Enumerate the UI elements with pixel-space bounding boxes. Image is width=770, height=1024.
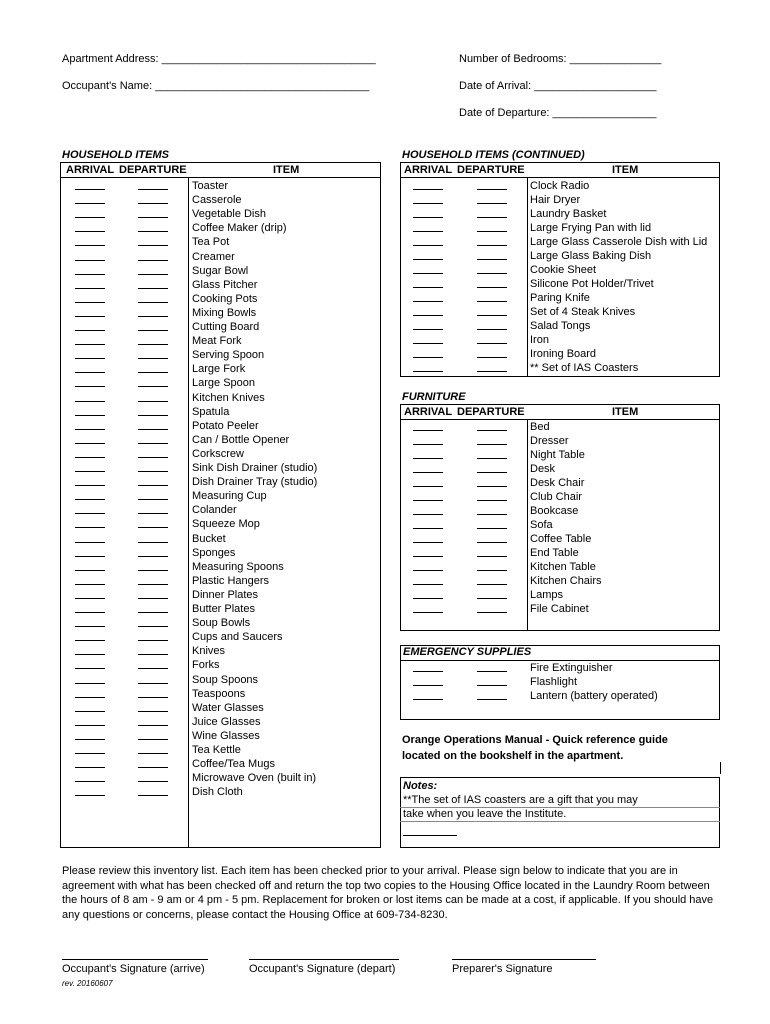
notes-rule xyxy=(403,835,457,836)
item-label: Glass Pitcher xyxy=(192,278,258,291)
arrival-checkbox[interactable] xyxy=(413,444,443,445)
item-label: Flashlight xyxy=(530,676,578,688)
item-label: File Cabinet xyxy=(530,603,589,615)
item-label: Set of 4 Steak Knives xyxy=(530,306,636,318)
departure-checkbox[interactable] xyxy=(138,739,168,740)
item-label: Squeeze Mop xyxy=(192,518,260,531)
arrival-date-field[interactable]: Date of Arrival: ____________________ xyxy=(459,80,657,92)
item-label: Desk xyxy=(530,463,556,475)
list-item xyxy=(0,222,770,235)
item-label: Creamer xyxy=(192,250,235,263)
instructions-paragraph: Please review this inventory list. Each item has been checked prior to your arrival. Please sign below to indicate that you are in agreement with what has been checked off and return the top two copies to the Housing Office located in the Laundry Room between the hours of 8 am - 9 am or 4 pm - 5 pm. Replacement for broken or lost items can be made at a cost, if applicable. If you should have any questions or concerns, please contact the Housing Office at 609-734-8230. xyxy=(62,865,714,921)
arrival-checkbox[interactable] xyxy=(413,458,443,459)
arrival-checkbox[interactable] xyxy=(75,739,105,740)
arrival-checkbox[interactable] xyxy=(75,401,105,402)
item-label: Bookcase xyxy=(530,505,579,517)
list-item xyxy=(0,236,770,249)
arrival-checkbox[interactable] xyxy=(413,598,443,599)
departure-checkbox[interactable] xyxy=(477,528,507,529)
arrival-checkbox[interactable] xyxy=(75,781,105,782)
household-column-header xyxy=(60,162,381,178)
departure-checkbox[interactable] xyxy=(138,401,168,402)
departure-checkbox[interactable] xyxy=(477,486,507,487)
arrival-checkbox[interactable] xyxy=(413,245,443,246)
item-label: Corkscrew xyxy=(192,447,244,460)
departure-checkbox[interactable] xyxy=(138,767,168,768)
arrival-checkbox[interactable] xyxy=(413,315,443,316)
item-label: Hair Dryer xyxy=(530,194,581,206)
item-label: Dish Cloth xyxy=(192,786,243,799)
signature-line-preparer[interactable] xyxy=(452,959,596,960)
item-label: Dresser xyxy=(530,435,569,447)
departure-checkbox[interactable] xyxy=(138,781,168,782)
arrival-checkbox[interactable] xyxy=(413,357,443,358)
item-label: Large Glass Baking Dish xyxy=(530,250,652,262)
list-item xyxy=(0,687,770,703)
signature-label-arrive: Occupant's Signature (arrive) xyxy=(62,963,205,975)
arrival-checkbox[interactable] xyxy=(75,415,105,416)
occupant-name-field[interactable]: Occupant's Name: ___________________________________ xyxy=(62,80,370,92)
signature-label-preparer: Preparer's Signature xyxy=(452,963,553,975)
item-label: Large Frying Pan with lid xyxy=(530,222,652,234)
departure-checkbox[interactable] xyxy=(138,753,168,754)
arrival-checkbox[interactable] xyxy=(413,231,443,232)
arrival-checkbox[interactable] xyxy=(413,343,443,344)
item-label: Clock Radio xyxy=(530,180,590,192)
arrival-checkbox[interactable] xyxy=(413,430,443,431)
departure-checkbox[interactable] xyxy=(477,514,507,515)
list-item xyxy=(0,320,770,333)
notes-line2: take when you leave the Institute. xyxy=(403,808,567,820)
departure-checkbox[interactable] xyxy=(477,343,507,344)
arrival-checkbox[interactable] xyxy=(75,654,105,655)
col-item: ITEM xyxy=(612,164,639,176)
item-label: Kitchen Table xyxy=(530,561,596,573)
arrival-checkbox[interactable] xyxy=(413,301,443,302)
household-continued-title: HOUSEHOLD ITEMS (CONTINUED) xyxy=(402,149,585,161)
item-label: Laundry Basket xyxy=(530,208,607,220)
item-label: Large Glass Casserole Dish with Lid xyxy=(530,236,708,248)
item-label: Club Chair xyxy=(530,491,582,503)
list-item xyxy=(0,278,770,291)
item-label: Tea Kettle xyxy=(192,744,241,756)
item-label: Large Spoon xyxy=(192,377,255,390)
signature-label-depart: Occupant's Signature (depart) xyxy=(249,963,396,975)
arrival-checkbox[interactable] xyxy=(75,795,105,796)
list-item xyxy=(0,362,770,375)
arrival-checkbox[interactable] xyxy=(413,329,443,330)
list-item xyxy=(0,519,770,532)
item-label: Wine Glasses xyxy=(192,729,260,742)
departure-checkbox[interactable] xyxy=(477,685,507,686)
manual-note-line2: located on the bookshelf in the apartment. xyxy=(402,750,624,762)
arrival-checkbox[interactable] xyxy=(413,584,443,585)
apartment-address-field[interactable]: Apartment Address: ___________________________________ xyxy=(62,53,376,65)
item-label: Sofa xyxy=(530,519,553,531)
arrival-checkbox[interactable] xyxy=(413,570,443,571)
departure-checkbox[interactable] xyxy=(477,556,507,557)
departure-checkbox[interactable] xyxy=(477,273,507,274)
item-label: Casserole xyxy=(192,194,242,207)
emergency-title-rule xyxy=(400,660,720,661)
arrival-checkbox[interactable] xyxy=(413,685,443,686)
arrival-checkbox[interactable] xyxy=(75,753,105,754)
item-label: Forks xyxy=(192,659,220,672)
furniture-column-header xyxy=(400,404,720,420)
departure-checkbox[interactable] xyxy=(477,245,507,246)
item-label: Colander xyxy=(192,504,237,517)
arrival-checkbox[interactable] xyxy=(75,640,105,641)
item-label: Cookie Sheet xyxy=(530,264,597,276)
arrival-checkbox[interactable] xyxy=(413,500,443,501)
arrival-checkbox[interactable] xyxy=(413,699,443,700)
departure-checkbox[interactable] xyxy=(477,329,507,330)
departure-checkbox[interactable] xyxy=(477,301,507,302)
household-continued-column-header xyxy=(400,162,720,178)
arrival-checkbox[interactable] xyxy=(75,767,105,768)
list-item xyxy=(0,208,770,221)
item-label: Meat Fork xyxy=(192,335,242,348)
item-label: Paring Knife xyxy=(530,292,590,304)
signature-line-arrive[interactable] xyxy=(62,959,208,960)
arrival-checkbox[interactable] xyxy=(413,671,443,672)
col-item: ITEM xyxy=(273,164,300,176)
item-label: Cutting Board xyxy=(192,321,260,333)
item-label: Large Fork xyxy=(192,363,246,376)
list-item xyxy=(0,505,770,518)
departure-checkbox[interactable] xyxy=(477,699,507,700)
item-label: Dinner Plates xyxy=(192,588,259,601)
arrival-checkbox[interactable] xyxy=(413,259,443,260)
item-label: Knives xyxy=(192,645,226,658)
arrival-checkbox[interactable] xyxy=(75,711,105,712)
furniture-title: FURNITURE xyxy=(402,391,466,403)
departure-checkbox[interactable] xyxy=(477,458,507,459)
departure-checkbox[interactable] xyxy=(138,386,168,387)
emergency-title: EMERGENCY SUPPLIES xyxy=(403,646,532,658)
col-arrival: ARRIVAL xyxy=(66,164,115,176)
household-title: HOUSEHOLD ITEMS xyxy=(62,149,169,161)
signature-line-depart[interactable] xyxy=(249,959,399,960)
item-label: Sponges xyxy=(192,546,236,559)
item-label: Cups and Saucers xyxy=(192,631,283,644)
manual-note-edge xyxy=(720,762,721,774)
departure-checkbox[interactable] xyxy=(477,217,507,218)
departure-checkbox[interactable] xyxy=(477,430,507,431)
departure-checkbox[interactable] xyxy=(477,371,507,372)
item-label: Dish Drainer Tray (studio) xyxy=(192,476,318,489)
item-label: Can / Bottle Opener xyxy=(192,433,290,446)
item-label: Desk Chair xyxy=(530,477,585,489)
item-label: Teaspoons xyxy=(192,687,246,700)
list-item xyxy=(0,250,770,263)
list-item xyxy=(0,334,770,347)
item-label: Coffee Table xyxy=(530,533,592,545)
item-label: Sugar Bowl xyxy=(192,264,249,277)
departure-checkbox[interactable] xyxy=(477,315,507,316)
departure-checkbox[interactable] xyxy=(477,259,507,260)
list-item xyxy=(0,673,770,689)
list-item xyxy=(0,533,770,546)
arrival-checkbox[interactable] xyxy=(413,203,443,204)
list-item xyxy=(0,421,770,434)
departure-date-field[interactable]: Date of Departure: _________________ xyxy=(459,107,657,119)
departure-checkbox[interactable] xyxy=(477,570,507,571)
item-label: Lantern (battery operated) xyxy=(530,690,658,702)
departure-checkbox[interactable] xyxy=(138,711,168,712)
col-departure: DEPARTURE xyxy=(457,164,525,176)
item-label: Water Glasses xyxy=(192,701,264,714)
item-label: Potato Peeler xyxy=(192,419,259,432)
item-label: Kitchen Knives xyxy=(192,391,265,404)
list-item xyxy=(0,603,770,616)
item-label: Spatula xyxy=(192,405,230,418)
item-label: ** Set of IAS Coasters xyxy=(530,362,639,374)
item-label: Mixing Bowls xyxy=(192,306,257,319)
item-label: Soup Bowls xyxy=(192,617,251,630)
item-label: Plastic Hangers xyxy=(192,574,270,587)
list-item xyxy=(0,348,770,361)
arrival-checkbox[interactable] xyxy=(75,725,105,726)
departure-checkbox[interactable] xyxy=(138,626,168,627)
arrival-checkbox[interactable] xyxy=(413,217,443,218)
departure-checkbox[interactable] xyxy=(477,500,507,501)
col-arrival: ARRIVAL xyxy=(404,406,453,418)
departure-checkbox[interactable] xyxy=(477,287,507,288)
list-item xyxy=(0,264,770,277)
list-item xyxy=(0,631,770,644)
item-label: Bucket xyxy=(192,532,226,545)
col-departure: DEPARTURE xyxy=(119,164,187,176)
list-item xyxy=(0,575,770,588)
arrival-checkbox[interactable] xyxy=(413,472,443,473)
departure-checkbox[interactable] xyxy=(138,415,168,416)
arrival-checkbox[interactable] xyxy=(413,287,443,288)
item-label: Night Table xyxy=(530,449,585,461)
list-item xyxy=(0,194,770,207)
list-item xyxy=(0,463,770,476)
item-label: Butter Plates xyxy=(192,603,255,615)
list-item xyxy=(0,477,770,490)
notes-rule xyxy=(400,821,720,822)
departure-checkbox[interactable] xyxy=(138,795,168,796)
arrival-checkbox[interactable] xyxy=(413,486,443,487)
item-label: Tea Pot xyxy=(192,236,230,249)
item-label: Juice Glasses xyxy=(192,715,261,728)
item-label: Lamps xyxy=(530,589,564,601)
departure-checkbox[interactable] xyxy=(477,671,507,672)
arrival-checkbox[interactable] xyxy=(413,528,443,529)
item-label: Coffee Maker (drip) xyxy=(192,222,287,235)
list-item xyxy=(0,491,770,504)
item-label: Iron xyxy=(530,334,549,346)
arrival-checkbox[interactable] xyxy=(75,386,105,387)
item-label: Serving Spoon xyxy=(192,349,265,362)
list-item xyxy=(0,392,770,405)
list-item xyxy=(0,306,770,319)
item-label: Measuring Spoons xyxy=(192,560,284,573)
item-label: Soup Spoons xyxy=(192,673,259,686)
departure-checkbox[interactable] xyxy=(138,654,168,655)
departure-checkbox[interactable] xyxy=(477,189,507,190)
departure-checkbox[interactable] xyxy=(138,725,168,726)
item-label: Microwave Oven (built in) xyxy=(192,772,317,785)
item-label: Fire Extinguisher xyxy=(530,662,613,674)
departure-checkbox[interactable] xyxy=(477,444,507,445)
item-label: Coffee/Tea Mugs xyxy=(192,758,275,771)
item-label: Vegetable Dish xyxy=(192,208,266,221)
list-item xyxy=(0,547,770,560)
departure-checkbox[interactable] xyxy=(477,612,507,613)
arrival-checkbox[interactable] xyxy=(413,273,443,274)
list-item xyxy=(0,589,770,602)
arrival-checkbox[interactable] xyxy=(413,542,443,543)
item-label: Kitchen Chairs xyxy=(530,575,602,587)
list-item xyxy=(0,561,770,574)
col-arrival: ARRIVAL xyxy=(404,164,453,176)
item-label: End Table xyxy=(530,547,579,559)
departure-checkbox[interactable] xyxy=(138,640,168,641)
item-label: Toaster xyxy=(192,180,229,192)
departure-checkbox[interactable] xyxy=(477,598,507,599)
item-label: Salad Tongs xyxy=(530,320,591,332)
item-label: Silicone Pot Holder/Trivet xyxy=(530,278,654,290)
departure-checkbox[interactable] xyxy=(477,357,507,358)
bedrooms-field[interactable]: Number of Bedrooms: _______________ xyxy=(459,53,662,65)
list-item xyxy=(0,435,770,448)
departure-checkbox[interactable] xyxy=(477,472,507,473)
list-item xyxy=(0,377,770,390)
list-item xyxy=(0,180,770,193)
arrival-checkbox[interactable] xyxy=(413,371,443,372)
revision-label: rev. 20160607 xyxy=(62,979,113,988)
list-item xyxy=(0,758,770,771)
notes-title: Notes: xyxy=(403,780,438,792)
manual-note-line1: Orange Operations Manual - Quick reference guide xyxy=(402,734,668,746)
list-item xyxy=(0,292,770,305)
arrival-checkbox[interactable] xyxy=(413,189,443,190)
arrival-checkbox[interactable] xyxy=(75,626,105,627)
arrival-checkbox[interactable] xyxy=(413,514,443,515)
col-departure: DEPARTURE xyxy=(457,406,525,418)
notes-line1: **The set of IAS coasters are a gift that you may xyxy=(403,794,638,806)
list-item xyxy=(0,662,770,675)
departure-checkbox[interactable] xyxy=(477,203,507,204)
col-item: ITEM xyxy=(612,406,639,418)
departure-checkbox[interactable] xyxy=(477,542,507,543)
item-label: Measuring Cup xyxy=(192,490,267,503)
departure-checkbox[interactable] xyxy=(477,584,507,585)
item-label: Ironing Board xyxy=(530,348,597,360)
departure-checkbox[interactable] xyxy=(477,231,507,232)
list-item xyxy=(0,449,770,462)
arrival-checkbox[interactable] xyxy=(413,556,443,557)
item-label: Bed xyxy=(530,421,550,433)
item-label: Sink Dish Drainer (studio) xyxy=(192,462,318,474)
arrival-checkbox[interactable] xyxy=(413,612,443,613)
item-label: Cooking Pots xyxy=(192,292,258,305)
